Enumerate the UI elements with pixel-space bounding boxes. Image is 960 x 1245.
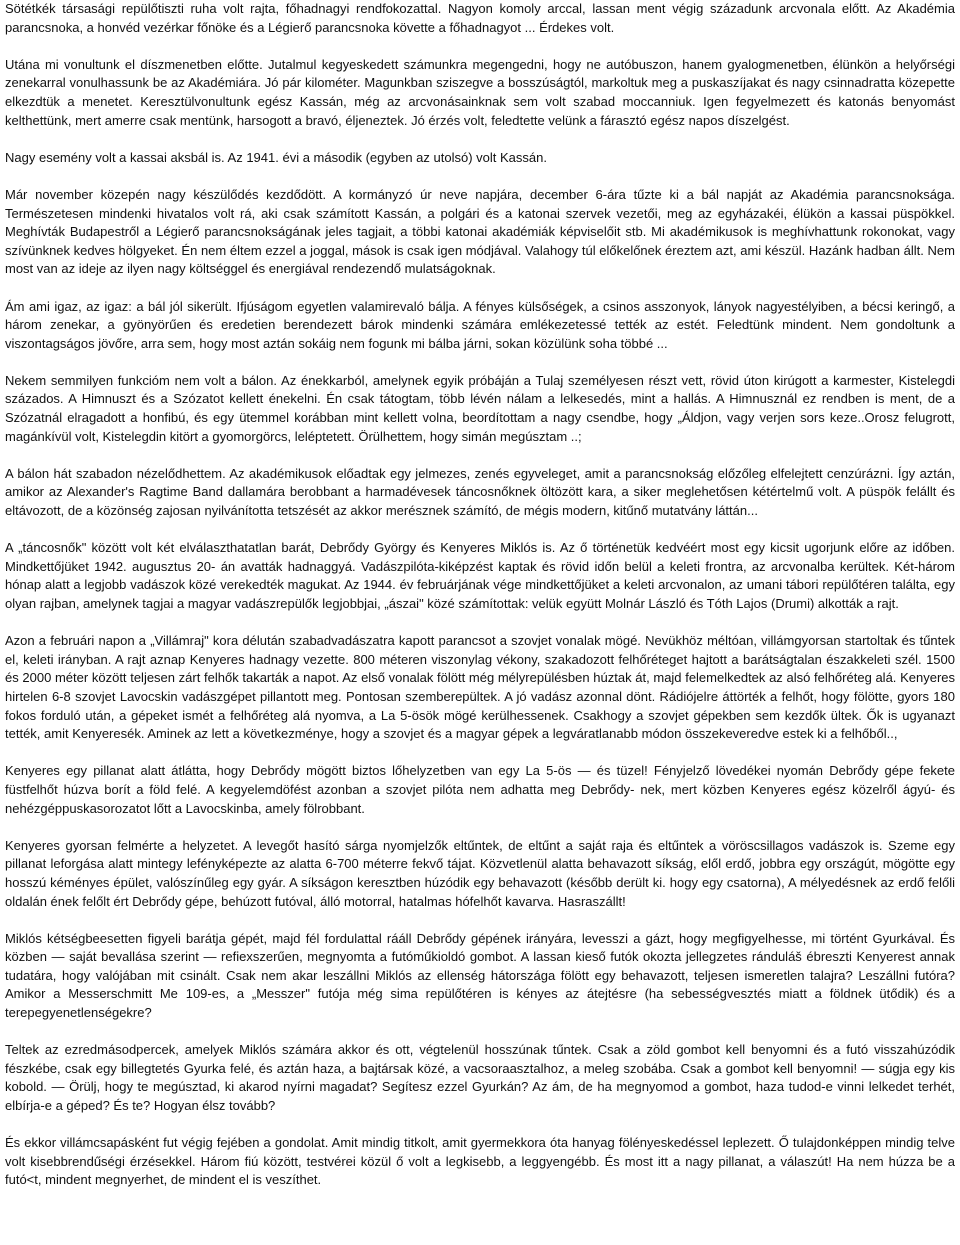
paragraph-gap [5, 614, 955, 633]
paragraph: Azon a februári napon a „Villámraj" korа délután szabadvadászatra kapott parancsot a szovjet vonalak mögé. Nevükhöz méltóan, villámgyorsan startoltak és tűntek el, keleti irányban. A rajt aznap Kenyeres hadnagy vezette. 800 méteren viszonylag vékony, szakadozott felhőréteget hajtott a barátságtalan északkeleti szél. 1500 és 2000 méter között teljesen zárt felhők takarták a napot. Az első vonalak fölött még mélyrepülésben húztak át, majd felemelkedtek az alsó felhőréteg alá. Kenyeres hirtelen 6-8 szovjet Lavocskin vadászgépet pillantott meg. Pontosan szemberepültek. A jó vadász azonnal dönt. Rádiójelre áttörték a felhőt, hogy fölötte, gyors 180 fokos forduló után, a gépeket ismét a felhőréteg alá nyomva, a La 5-ösök mögé kerülhessenek. Csakhogy a szovjet gépekben sem kezdők ültek. Ők is ugyanazt tették, amit Kenyeresék. Aminek az lett a következménye, hogy a szovjet és a magyar gépek a legváratlanabb módon összekeveredve estek ki a felhőből.., [5, 633, 955, 742]
paragraph-gap [5, 130, 955, 149]
paragraph: A „táncosnők" között volt két elválaszthatatlan barát, Debrődy György és Kenyeres Miklós is. Az ő történetük kedvéért most egy kicsit ugorjunk előre az időben. Mindkettőjüket 1942. augusztus 20- án avatták hadnaggyá. Vadászpilóta-kiképzést kaptak és rövid időn belül a keleti frontra, az arcvonalba kerültek. Két-három hónap alatt a legjobb vadászok közé verekedték magukat. Az 1944. év februárjának vége mindkettőjüket a keleti arcvonalon, az umani tábori repülőtéren találta, egy olyan rajban, amelynek tagjai a magyar vadászrepülők legjobbjai, „ászai" közé számítottak: velük együtt Molnár László és Tóth Lajos (Drumi) alkották a rajt. [5, 540, 955, 611]
paragraph-gap [5, 167, 955, 186]
paragraph: Ám ami igaz, az igaz: a bál jól sikerült. Ifjúságom egyetlen valamirevaló bálja. A fényes külsőségek, a csinos asszonyok, lányok nagyestélyiben, a bécsi keringő, a három zenekar, a gyönyörűen és eredetien berendezett bárok mindenki számára emlékezetessé tették az estét. Feledtünk mindent. Nem gondoltunk a viszontagságos jövőre, arra sem, hogy most aztán sokáig nem fogunk mi bálba járni, sokan közülünk soha többé ... [5, 298, 955, 351]
paragraph-gap [5, 446, 955, 465]
paragraph-gap [5, 1116, 955, 1135]
paragraph: Már november közepén nagy készülődés kezdődött. A kormányzó úr neve napjára, december 6-ára tűzte ki a bál napját az Akadémia parancsnoksága. Természetesen mindenki hivatalos volt rá, aki csak számított Kassán, a polgári és a katonai szervek vezetői, meg az egyházakéi, élükön a kassai püspökkel. Meghívták Budapestről a Légierő parancsnokságának jeles tagjait, a többi katonai akadémiák képviselőit stb. Mi akadémikusok is meghívhattunk rokonokat, vagy szívünknek kedves hölgyeket. Én nem éltem ezzel a joggal, mások is csak igen módjával. Valahogy túl előkelőnek éreztem azt, ami készül. Hazánk hadban állt. Nem most van az ideje az ilyen nagy költséggel és energiával rendezendő mulatságoknak. [5, 186, 955, 277]
paragraph-gap [5, 521, 955, 540]
paragraph: Teltek az ezredmásodpercek, amelyek Miklós számára akkor és ott, végtelenül hosszúnak tűntek. Csak a zöld gombot kell benyomni és a futó visszahúzódik fészkébe, csak egy billegtetés Gyurka felé, és aztán haza, a bajtársak közé, a vacsoraasztalhoz, a meleg szobába. Csak a gombot kell benyomni! — súgja egy kis kobold. — Örülj, hogy te megúsztad, ki akarod nyírni magadat? Segítesz ezzel Gyurkán? Az ám, de ha megnyomod a gombot, haza tudod-e vinni lelkedet terhét, elbírja-e a géped? És te? Hogyan élsz tovább? [5, 1042, 955, 1114]
paragraph-gap [5, 818, 955, 837]
paragraph-gap [5, 279, 955, 298]
paragraph-gap [5, 1023, 955, 1042]
paragraph-gap [5, 744, 955, 763]
paragraph: És ekkor villámcsapásként fut végig fejében a gondolat. Amit mindig titkolt, amit gyermekkora óta hanyag fölényeskedéssel leplezett. Ő tulajdonképpen mindig telve volt kisebbrendűségi érzésekkel. Három fiú között, testvérei közül ő volt a legkisebb, a leggyengébb. És most itt a nagy pillanat, a válaszút! Ha nem húzza be a futó<t, mindent megnyerhet, de mindent el is veszíthet. [5, 1135, 955, 1188]
paragraph: Nekem semmilyen funkcióm nem volt a bálon. Az énekkarból, amelynek egyik próbáján a Tulaj személyesen részt vett, rövid úton kirúgott a karmester, Kistelegdi százados. A Himnuszt és a Szózatot kellett énekelni. Én csak tátogtam, több lévén nálam a lelkesedés, mint a hallás. A Himnusznál ez rendben is ment, de a Szózatnál elragadott a honfibú, és egy ütemmel korábban mint kellett volna, beordítottam a nagy csendbe, hogy „Áldjon, vagy verjen sors keze..Orosz felugrott, magánkívül volt, Kistelegdin kitört a gyomorgörcs, leléptetett. Örülhettem, hogy simán megúsztam ..; [5, 372, 955, 444]
paragraph: Kenyeres gyorsan felmérte a helyzetet. A levegőt hasító sárga nyomjelzők eltűntek, de eltűnt a saját raja és eltűntek a vöröscsillagos vadászok is. Szeme egy pillanat leforgása alatt mintegy lefényképezte az alatta 6-700 méterre fekvő tájat. Közvetlenül alatta behavazott síkság, elől erdő, jobbra egy országút, mögötte egy hosszú kéményes épület, valószínűleg egy gyár. A síkságon keresztben húzódik egy behavazott (később derült ki. hogy egy csatorna), A mélyedésnek az erdő felőli oldalán ének felőlt ért Debrődy gépe, behúzott futóval, álló motorral, hatalmas hófelhőt kavarva. Hasraszállt! [5, 837, 955, 909]
paragraph: Kenyeres egy pillanat alatt átlátta, hogy Debrődy mögött biztos lőhelyzetben van egy La 5-ös — és tüzel! Fényjelző lövedékei nyomán Debrődy gépe fekete füstfelhőt húzva borít a föld felé. A kegyelemdöfést azonban a szovjet pilóta nem adhatta meg Debrődy- nek, mert közben Kenyeres egész közelről ágyú- és nehézgéppuskasorozatot lőtt a Lavocskinba, amely fölrobbant. [5, 763, 955, 816]
paragraph: Utána mi vonultunk el díszmenetben előtte. Jutalmul kegyeskedett számunkra megengedni, hogy ne autóbuszon, hanem gyalogmenetben, élünkön a helyőrségi zenekarral vonulhassunk be az Akadémiára. Jó pár kilométer. Magunkban sziszegve a bosszúságtól, markoltuk meg a puskaszíjakat és nagy csinnadratta közepette elkezdtük a menetet. Keresztülvonultunk egész Kassán, még az arcvonásainknak sem volt szabad moccanniuk. Igen fegyelmezett és katonás benyomást kelthettünk, mert amerre csak mentünk, harsogott a bravó, éljeneztek. Jó érzés volt, feledtette velünk a fárasztó egész napos díszelgést. [5, 56, 955, 128]
paragraph-gap [5, 353, 955, 372]
paragraph-gap [5, 37, 955, 56]
paragraph: Sötétkék társasági repülőtiszti ruha volt rajta, főhadnagyi rendfokozattal. Nagyon komoly arccal, lassan ment végig századunk arcvonala előtt. Az Akadémia parancsnoka, a honvéd vezérkar főnöke és a Légierő parancsnoka követte a főhadnagyot ... Érdekes volt. [5, 1, 955, 35]
paragraph: Miklós kétségbeesetten figyeli barátja gépét, majd fél fordulattal rááll Debrődy gépének irányára, levesszi a gázt, hogy megfigyelhesse, mi történt Gyurkával. És közben — saját bevallása szerint — refiexszerűen, megnyomta a futóműkioldó gombot. A lassan kieső futók okozta jellegzetes ránduláš ébreszti Kenyerest annak tudatára, hogy valójában mit csinált. Csak nem akar leszállni Miklós az ellenség hátországa fölött egy behavazott, teljesen ismeretlen talajra? Leszállni futóra? Amikor a Messerschmitt Me 109-es, a „Messzer" futója még sima repülőtéren is kényes az átejtésre (ha sebességvesztés miatt a földnek ütődik) és a terepegyenetlenségekre? [5, 930, 955, 1021]
paragraph: Nagy esemény volt a kassai aksbál is. Az 1941. évi a második (egyben az utolsó) volt Kassán. [5, 149, 547, 165]
paragraph: A bálon hát szabadon nézelődhettem. Az akadémikusok előadtak egy jelmezes, zenés egyveleget, amit a parancsnokság előzőleg elfelejtett cenzúrázni. Így aztán, amikor az Alexander's Ragtime Band dallamára berobbant a harmadévesek táncosnőknek öltözött kara, a siker meglehetősen kétértelmű volt. A püspök felállt és eltávozott, de a közönség zajosan nyilvánította tetszését az akkor merésznek számító, de mégis modern, kitűnő mutatvány láttán... [5, 465, 955, 519]
paragraph-gap [5, 911, 955, 930]
